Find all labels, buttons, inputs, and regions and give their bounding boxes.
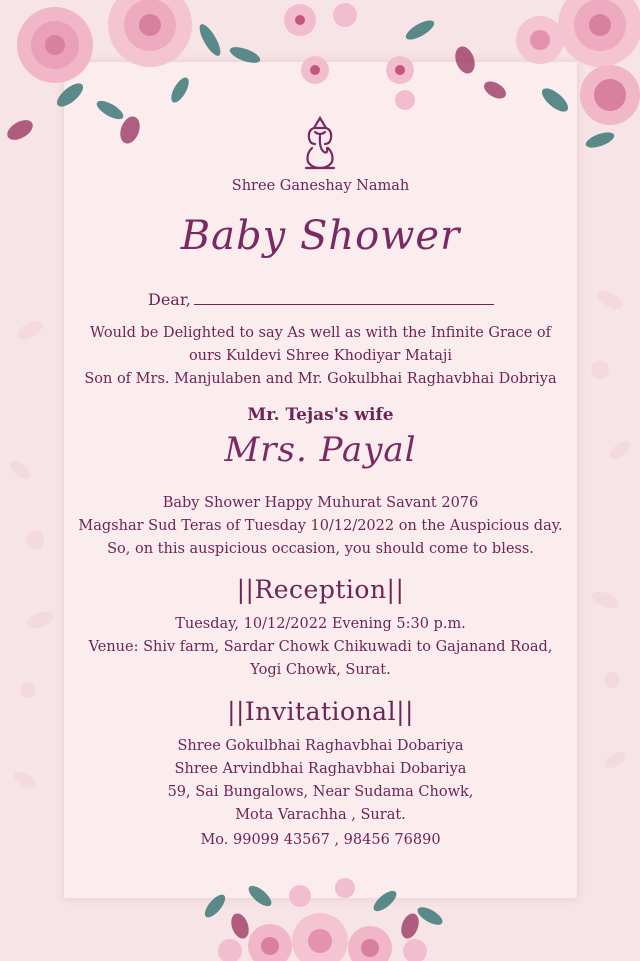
husband-line: Mr. Tejas's wife [247,405,394,425]
ganesha-icon [300,114,340,172]
invocation-text: Shree Ganeshay Namah [231,178,410,194]
honoree-name: Mrs. Payal [224,430,417,470]
intro-line: ours Kuldevi Shree Khodiyar Mataji [188,348,453,364]
muhurat-line: Baby Shower Happy Muhurat Savant 2076 [162,495,479,511]
intro-line: Would be Delighted to say As well as with the Infinite Grace of [89,325,551,341]
dear-label: Dear, [148,290,191,309]
floral-bottom-decoration [0,866,640,961]
intro-line: Son of Mrs. Manjulaben and Mr. Gokulbhai Raghavbhai Dobriya [84,371,557,387]
reception-block [64,613,577,682]
invitational-line: Shree Arvindbhai Raghavbhai Dobariya [174,761,467,777]
page-title: Baby Shower [180,213,461,259]
phone-numbers: Mo. 99099 43567 , 98456 76890 [200,832,441,848]
invitational-line: Mota Varachha , Surat. [235,807,406,823]
invitational-block [64,735,577,827]
invitational-line: 59, Sai Bungalows, Near Sudama Chowk, [167,784,474,800]
muhurat-block [64,492,577,561]
muhurat-line: So, on this auspicious occasion, you should come to bless. [107,541,534,557]
intro-block [64,322,577,391]
name-blank-line[interactable] [194,290,494,305]
reception-heading: ||Reception|| [236,575,405,604]
invitational-line: Shree Gokulbhai Raghavbhai Dobariya [177,738,464,754]
reception-line: Yogi Chowk, Surat. [250,662,391,678]
reception-line: Tuesday, 10/12/2022 Evening 5:30 p.m. [175,616,466,632]
muhurat-line: Magshar Sud Teras of Tuesday 10/12/2022 on the Auspicious day. [78,518,563,534]
reception-line: Venue: Shiv farm, Sardar Chowk Chikuwadi to Gajanand Road, [88,639,553,655]
invitational-heading: ||Invitational|| [227,697,414,726]
dear-line [148,290,568,309]
